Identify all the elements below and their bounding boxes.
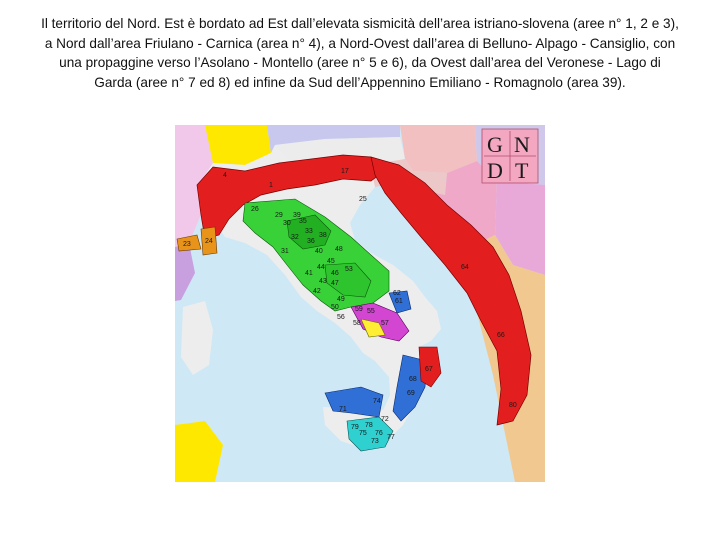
zone-label: 78 xyxy=(365,422,373,429)
zone-label: 26 xyxy=(251,206,259,213)
zone-label: 17 xyxy=(341,168,349,175)
zone-label: 58 xyxy=(353,320,361,327)
zone-label: 57 xyxy=(381,320,389,327)
zone-label: 4 xyxy=(223,172,227,179)
zone-label: 41 xyxy=(305,270,313,277)
gndt-logo xyxy=(482,129,538,183)
zone-label: 45 xyxy=(327,258,335,265)
zone-label: 62 xyxy=(393,290,401,297)
zone-label: 39 xyxy=(293,212,301,219)
zone-label: 31 xyxy=(281,248,289,255)
zone-label: 46 xyxy=(331,270,339,277)
zone-label: 72 xyxy=(381,416,389,423)
zone-label: 79 xyxy=(351,424,359,431)
logo-letter-g: G xyxy=(487,132,503,157)
zone-label: 68 xyxy=(409,376,417,383)
zone-label: 77 xyxy=(387,434,395,441)
zone-label: 24 xyxy=(205,238,213,245)
zone-label: 33 xyxy=(305,228,313,235)
zone-label: 36 xyxy=(307,238,315,245)
zone-label: 35 xyxy=(299,218,307,225)
seismogenic-zones-map xyxy=(175,125,545,482)
zone-label: 44 xyxy=(317,264,325,271)
zone-label: 23 xyxy=(183,241,191,248)
zone-label: 53 xyxy=(345,266,353,273)
zone-label: 80 xyxy=(509,402,517,409)
zone-label: 42 xyxy=(313,288,321,295)
zone-label: 71 xyxy=(339,406,347,413)
slide-caption: Il territorio del Nord. Est è bordato ad Est dall’elevata sismicità dell’area istriano-slovena (aree n° 1, 2 e 3), a Nord dall’area Friulano - Carnica (area n° 4), a Nord-Ovest dall’area di Belluno- Alpago - Cansiglio, con una propaggine verso l’Asolano - Montello (aree n° 5 e 6), da Ovest dall’area del Veronese - Lago di Garda (aree n° 7 ed 8) ed infine da Sud dell’Appennino Emiliano - Romagnolo (area 39). xyxy=(41,16,679,90)
logo-letter-t: T xyxy=(515,158,529,183)
zone-label: 61 xyxy=(395,298,403,305)
zone-label: 1 xyxy=(269,182,273,189)
zone-label: 48 xyxy=(335,246,343,253)
zone-label: 29 xyxy=(275,212,283,219)
zone-label: 76 xyxy=(375,430,383,437)
logo-letter-n: N xyxy=(514,132,530,157)
zone-label: 75 xyxy=(359,430,367,437)
zone-label: 30 xyxy=(283,220,291,227)
zone-label: 40 xyxy=(315,248,323,255)
zone-label: 66 xyxy=(497,332,505,339)
zone-label: 67 xyxy=(425,366,433,373)
logo-letter-d: D xyxy=(487,158,503,183)
zone-label: 56 xyxy=(337,314,345,321)
zone-label: 59 xyxy=(355,306,363,313)
zone-label: 50 xyxy=(331,304,339,311)
zone-label: 47 xyxy=(331,280,339,287)
zone-label: 64 xyxy=(461,264,469,271)
zone-label: 73 xyxy=(371,438,379,445)
zone-label: 32 xyxy=(291,234,299,241)
zone-label: 69 xyxy=(407,390,415,397)
zone-label: 74 xyxy=(373,398,381,405)
zone-label: 55 xyxy=(367,308,375,315)
zone-label: 49 xyxy=(337,296,345,303)
zone-label: 38 xyxy=(319,232,327,239)
zone-label: 25 xyxy=(359,196,367,203)
zone-label: 43 xyxy=(319,278,327,285)
